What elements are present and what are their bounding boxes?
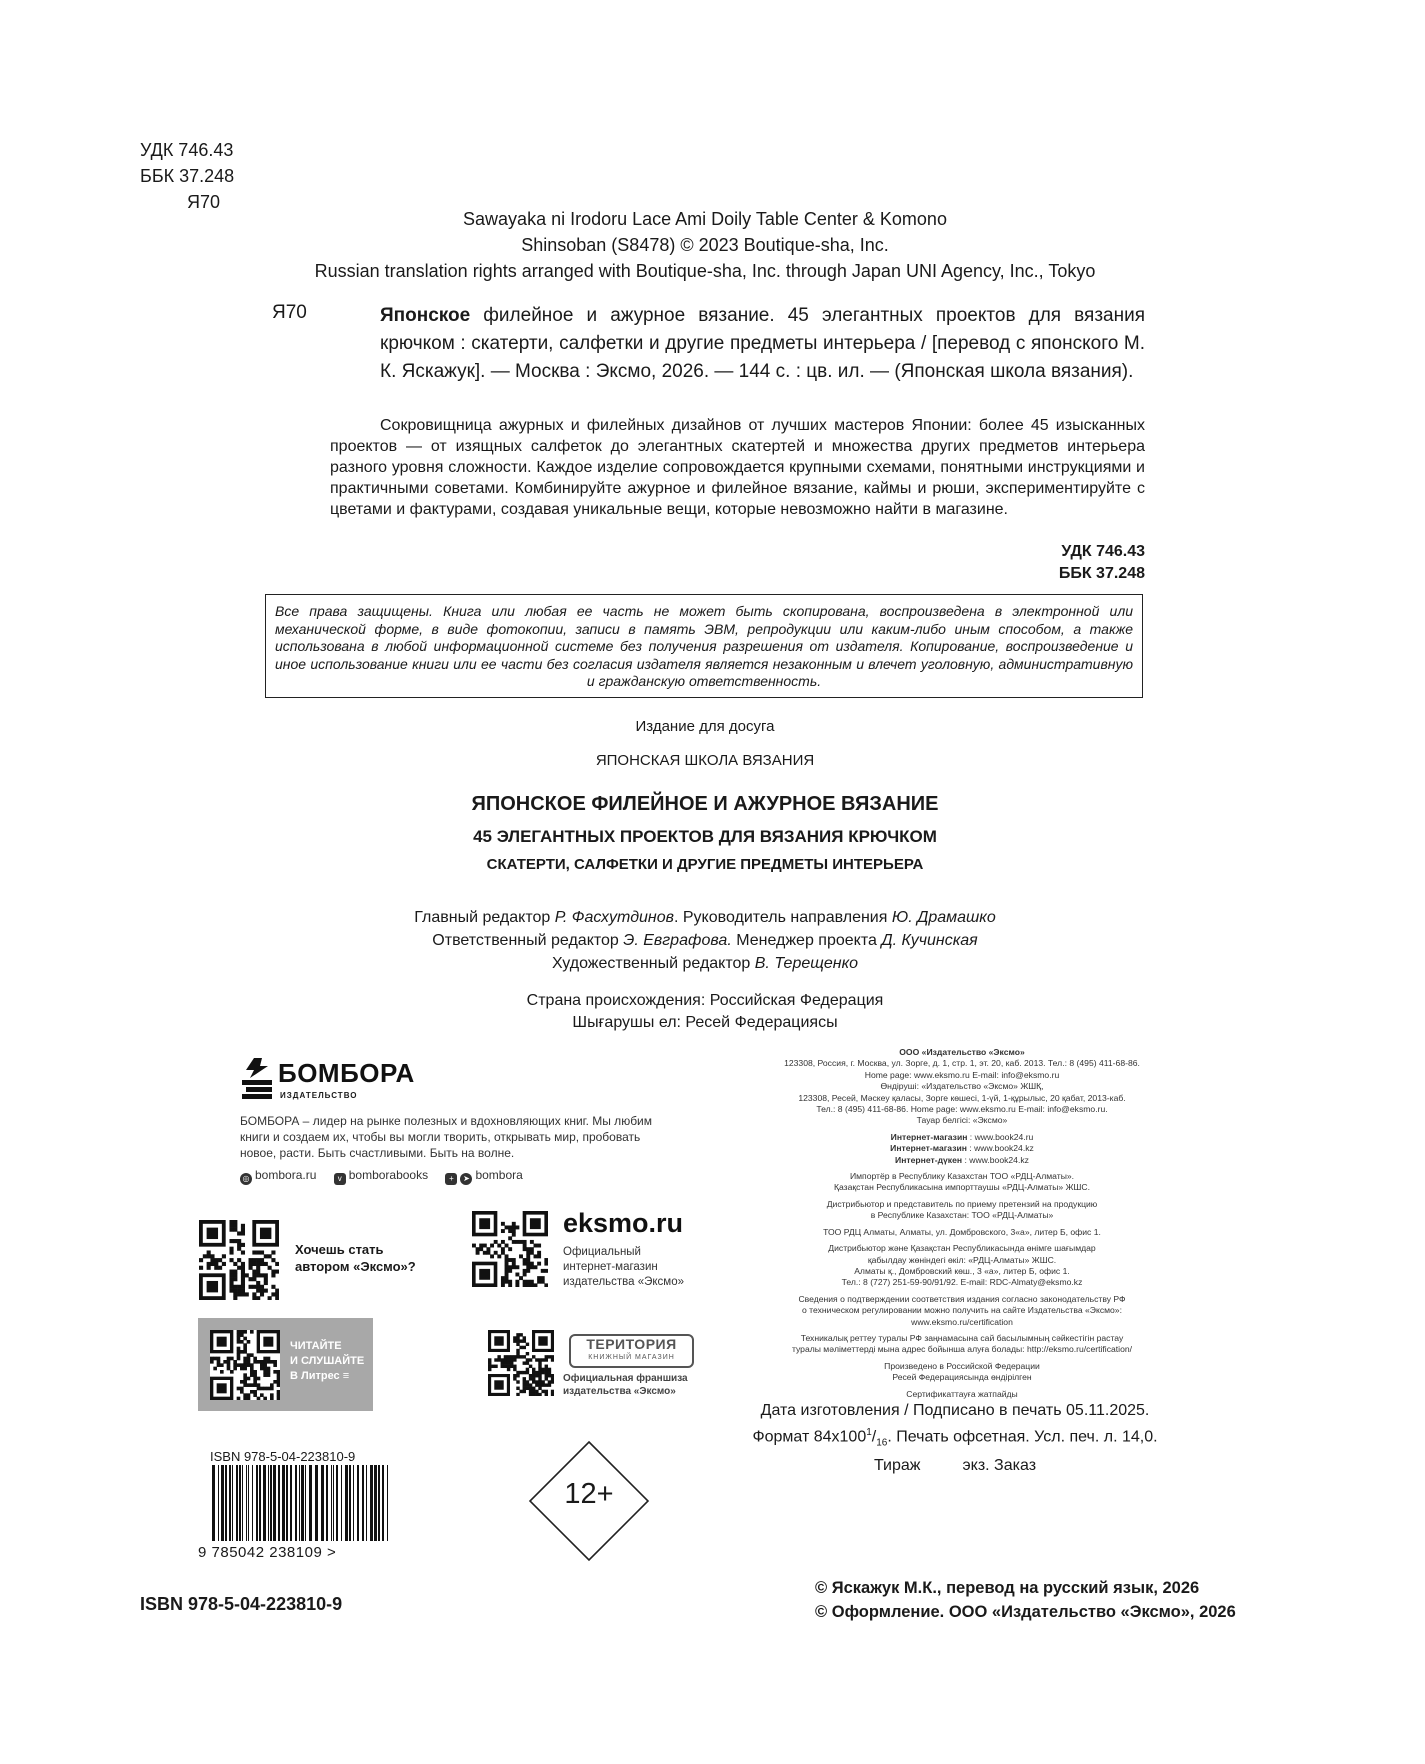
eksmo-description [563,1245,684,1290]
bombora-name: БОМБОРА [278,1058,415,1088]
imprint-line: Произведено в Российской Федерации [884,1360,1040,1371]
country-ru: Страна происхождения: Российская Федерация [526,992,884,1009]
udk-block [140,137,234,215]
imprint-line: Дистрибьютор и представитель по приему претензий на продукцию [826,1198,1098,1209]
credit-label: Менеджер проекта [731,932,882,949]
edition-type: Издание для досуга [635,718,775,735]
imprint-line: ТОО РДЦ Алматы, Алматы, ул. Домбровского, 3«а», литер Б, офис 1. [823,1226,1101,1237]
udk-code: УДК 746.43 [1061,543,1145,560]
biblio-text: филейное и ажурное вязание. 45 элегантных проектов для вязания крючком : скатерти, салфетки и другие предметы интерьера / [перевод с японского М. К. Яскажук]. — Москва : Эксмо, 2026. — 144 с. : цв. ил. — (Японская школа вязания). [380,305,1145,382]
rights-line: Shinsoban (S8478) © 2023 Boutique-sha, Inc. [521,235,889,255]
social-site-label: bombora.ru [255,1168,317,1182]
format-prefix: Формат 84x100 [752,1428,867,1446]
book-subtitle: 45 ЭЛЕГАНТНЫХ ПРОЕКТОВ ДЛЯ ВЯЗАНИЯ КРЮЧКОМ [473,827,937,846]
territory-desc-line: Официальная франшиза [563,1373,688,1384]
biblio-record [380,302,1145,386]
author-qr-code[interactable] [199,1220,279,1300]
bombora-subtitle: ИЗДАТЕЛЬСТВО [280,1091,358,1100]
credits-line [200,906,1210,929]
credit-name: Ю. Драмашко [891,909,996,926]
rights-line: Russian translation rights arranged with Boutique-sha, Inc. through Japan UNI Agency, Inc., Tokyo [314,261,1096,281]
imprint-shop [752,1143,1172,1154]
credit-name: Э. Евграфова. [623,932,732,949]
biblio-classification [900,541,1145,585]
litres-qr-code[interactable] [210,1330,280,1400]
imprint-line: Алматы қ., Домбровский көш., 3 «а», литер Б, офис 1. [854,1265,1070,1276]
imprint-line: Сведения о подтверждении соответствия издания согласно законодательству РФ [798,1293,1126,1304]
plus-icon: + [445,1173,457,1185]
eksmo-qr-code[interactable] [472,1211,548,1287]
country-kz: Шығарушы ел: Ресей Федерациясы [572,1014,838,1031]
credit-name: Р. Фасхутдинов [554,909,674,926]
author-call [295,1241,416,1275]
imprint-line: 123308, Россия, г. Москва, ул. Зорге, д. 1, стр. 1, эт. 20, каб. 2013. Тел.: 8 (495) 411-68-86. [784,1058,1140,1069]
shop-url: : www.book24.kz [966,1143,1034,1154]
imprint-line: Сертификаттауға жатпайды [906,1388,1018,1399]
eksmo-site[interactable]: eksmo.ru [563,1208,684,1238]
territory-description [563,1372,688,1398]
imprint-line: о техническом регулировании можно получить на сайте Издательства «Эксмо»: [802,1305,1122,1316]
litres-line: И СЛУШАЙТЕ [290,1355,365,1367]
territory-title: ТЕРИТОРИЯ [586,1336,677,1352]
bombora-socials [240,1168,537,1185]
order-label: экз. Заказ [962,1456,1037,1474]
imprint-line: Өндіруші: «Издательство «Эксмо» ЖШҚ, [880,1081,1044,1092]
shop-url: : www.book24.ru [967,1131,1034,1142]
barcode-isbn: ISBN 978-5-04-223810-9 [210,1449,356,1464]
credit-name: Д. Кучинская [881,932,978,949]
bbk-code: ББК 37.248 [140,166,235,186]
credit-label: Художественный редактор [551,955,755,972]
eksmo-desc-line: интернет-магазин [563,1261,658,1273]
credit-name: В. Терещенко [754,955,859,972]
book-subtitle-2: СКАТЕРТИ, САЛФЕТКИ И ДРУГИЕ ПРЕДМЕТЫ ИНТЕРЬЕРА [486,856,924,873]
eksmo-desc-line: Официальный [563,1246,641,1258]
imprint-line: Дистрибьютор және Қазақстан Республикасында өнімге шағымдар [828,1243,1096,1254]
globe-icon: ◎ [240,1173,252,1185]
shop-label: Интернет-дүкен [895,1154,963,1165]
social-vk-label: bomborabooks [348,1168,429,1182]
litres-text [290,1339,364,1384]
isbn-barcode [210,1465,395,1541]
social-site[interactable] [240,1168,316,1182]
imprint-line: Техникалық реттеу туралы РФ заңнамасына сай басылымның сәйкестігін растау [800,1332,1124,1343]
print-format: Формат $84x100^1/_{16}$. Печать офсетная. Усл. печ. л. 14,0. [752,1427,1158,1449]
format-sup: 1 [866,1427,872,1438]
format-sub: 16 [876,1437,888,1449]
original-rights [200,206,1210,284]
shop-label: Интернет-магазин [890,1131,968,1142]
author-call-line: автором «Эксмо»? [295,1259,416,1274]
isbn: ISBN 978-5-04-223810-9 [140,1594,343,1614]
biblio-title-bold: Японское [380,305,471,326]
imprint-shop [752,1132,1172,1143]
shop-label: Интернет-магазин [890,1143,967,1154]
imprint-shop [752,1155,1172,1166]
author-call-line: Хочешь стать [295,1242,384,1257]
credit-label: . Руководитель направления [673,909,892,926]
social-tg[interactable] [445,1168,522,1182]
imprint-line: 123308, Ресей, Мәскеу қаласы, Зорге көшесі, 1-үй, 1-құрылыс, 20 қабат, 2013-каб. [798,1092,1126,1103]
telegram-icon: ➤ [460,1173,472,1185]
imprint-line: Импортёр в Республику Казахстан ТОО «РДЦ-Алматы». [849,1171,1075,1182]
imprint-publisher: ООО «Издательство «Эксмо» [899,1047,1025,1057]
territory-subtitle: КНИЖНЫЙ МАГАЗИН [588,1354,675,1361]
barcode-digits: 9 785042 238109 > [198,1544,337,1561]
biblio-code: Я70 [272,302,307,323]
imprint-line: в Республике Казахстан: ТОО «РДЦ-Алматы» [870,1210,1054,1221]
credit-label: Ответственный редактор [432,932,624,949]
format-rest: . Печать офсетная. Усл. печ. л. 14,0. [887,1428,1158,1446]
author-sign: Я70 [187,192,221,212]
book-title: ЯПОНСКОЕ ФИЛЕЙНОЕ И АЖУРНОЕ ВЯЗАНИЕ [471,793,939,815]
imprint-line: Қазақстан Республикасына импорттаушы «РДЦ-Алматы» ЖШС. [833,1182,1090,1193]
imprint-line: қабылдау жөніндегі өкіл: «РДЦ-Алматы» ЖШС. [867,1254,1057,1265]
udk-code: УДК 746.43 [140,140,234,160]
social-tg-label: bombora [475,1168,523,1182]
eksmo-desc-line: издательства «Эксмо» [563,1276,685,1288]
bbk-code: ББК 37.248 [1058,565,1145,582]
rights-line: Sawayaka ni Irodoru Lace Ami Doily Table Center & Komono [463,209,947,229]
series-name: ЯПОНСКАЯ ШКОЛА ВЯЗАНИЯ [595,752,815,769]
copyright-line: © Оформление. ООО «Издательство «Эксмо», 2026 [815,1603,1236,1621]
credits-line [200,929,1210,952]
shop-url: : www.book24.kz [962,1154,1029,1165]
copyright [815,1576,1236,1624]
imprint-line: Тауар белгісі: «Эксмо» [916,1115,1008,1126]
credits-line [200,952,1210,975]
litres-line: ЧИТАЙТЕ [290,1340,342,1352]
country-of-origin [200,990,1210,1034]
print-date: Дата изготовления / Подписано в печать 05.11.2025. [760,1402,1150,1419]
imprint-line: www.eksmo.ru/certification [911,1316,1013,1327]
age-rating: 12+ [564,1478,614,1510]
bombora-logo-icon [240,1056,276,1100]
annotation: Сокровищница ажурных и филейных дизайнов от лучших мастеров Японии: более 45 изысканных проектов — от изящных салфеток до элегантных скатертей и множества других предметов интерьера разного уровня сложности. Каждое изделие сопровождается крупными схемами, понятными инструкциями и практичными советами. Комбинируйте ажурное и филейное вязание, каймы и рюши, экспериментируйте с цветами и фактурами, создавая уникальные вещи, которые невозможно найти в магазине. [330,417,1145,518]
social-vk[interactable] [334,1168,428,1182]
publisher-imprint [752,1047,1172,1400]
imprint-line: Тел.: 8 (727) 251-59-90/91/92. E-mail: RDC-Almaty@eksmo.kz [841,1277,1083,1288]
print-run-label: Тираж [873,1456,921,1474]
print-run [700,1455,1210,1477]
bombora-description: БОМБОРА – лидер на рынке полезных и вдохновляющих книг. Мы любим книги и создаем их, чтобы вы могли творить, открывать мир, пробовать новое, расти. Быть счастливыми. Быть на волне. [240,1114,653,1160]
imprint-line: Home page: www.eksmo.ru E-mail: info@eksmo.ru [864,1069,1060,1080]
litres-line: В Литрес ≡ [290,1370,350,1382]
credits [200,906,1210,975]
territory-qr-code[interactable] [488,1330,554,1396]
credit-label: Главный редактор [414,909,555,926]
print-info [700,1400,1210,1477]
imprint-line: Ресей Федерациясында өндірілген [892,1372,1032,1383]
copyright-line: © Яскажук М.К., перевод на русский язык, 2026 [815,1579,1200,1597]
territory-desc-line: издательства «Эксмо» [563,1386,676,1397]
rights-warning-box: Все права защищены. Книга или любая ее часть не может быть скопирована, воспроизведена в электронной или механической форме, в виде фотокопии, записи в память ЭВМ, репродукции или каким-либо иным способом, а также использована в любой информационной системе без получения разрешения от издателя. Копирование, воспроизведение и иное использование книги или ее части без согласия издателя является незаконным и влечет уголовную, административную и гражданскую ответственность. [265,594,1143,698]
vk-icon: v [334,1173,346,1185]
imprint-line: туралы мәліметтерді мына адрес бойынша алуға болады: http://eksmo.ru/certification/ [791,1344,1133,1355]
imprint-line: Тел.: 8 (495) 411-68-86. Home page: www.eksmo.ru E-mail: info@eksmo.ru. [816,1104,1108,1115]
